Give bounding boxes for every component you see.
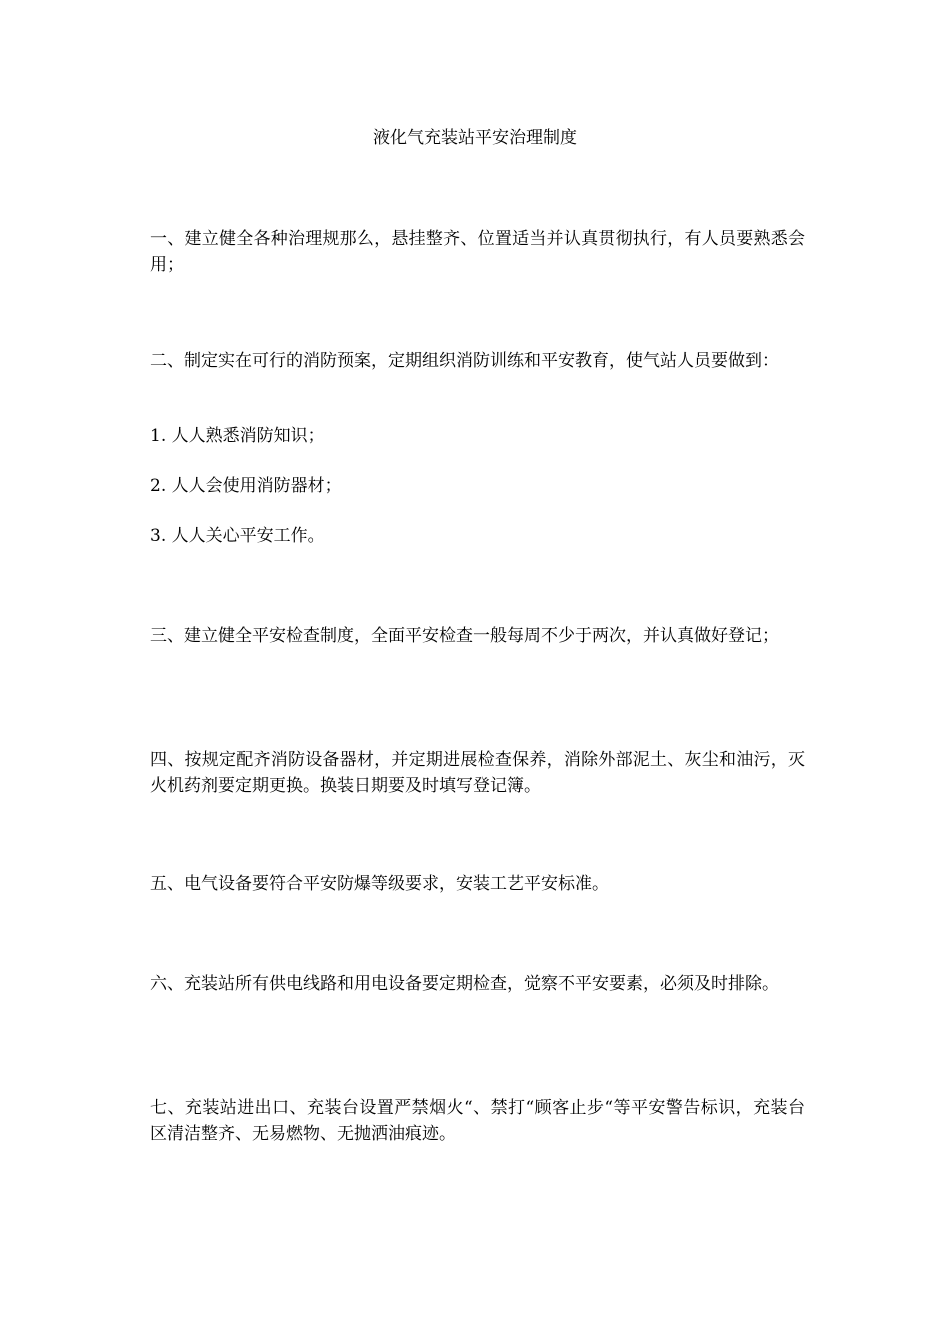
paragraph-7: 七、充装站进出口、充装台设置严禁烟火“、禁打“顾客止步“等平安警告标识，充装台区清洁整齐、无易燃物、无抛洒油痕迹。 (150, 1098, 805, 1144)
paragraph-1: 一、建立健全各种治理规那么，悬挂整齐、位置适当并认真贯彻执行，有人员要熟悉会用； (150, 229, 805, 275)
list-item: 3. 人人关心平安工作。 (150, 526, 325, 546)
paragraph-5: 五、电气设备要符合平安防爆等级要求，安装工艺平安标准。 (150, 874, 609, 894)
paragraph-3: 三、建立健全平安检查制度，全面平安检查一般每周不少于两次，并认真做好登记； (150, 626, 779, 646)
list-item: 1. 人人熟悉消防知识； (150, 426, 325, 446)
paragraph-2: 二、制定实在可行的消防预案，定期组织消防训练和平安教育，使气站人员要做到： (150, 351, 779, 371)
document-title: 液化气充装站平安治理制度 (373, 128, 577, 148)
paragraph-6: 六、充装站所有供电线路和用电设备要定期检查，觉察不平安要素，必须及时排除。 (150, 974, 779, 994)
paragraph-4: 四、按规定配齐消防设备器材，并定期进展检查保养，消除外部泥土、灰尘和油污，灭火机药剂要定期更换。换装日期要及时填写登记簿。 (150, 750, 805, 796)
list-item: 2. 人人会使用消防器材； (150, 476, 342, 496)
